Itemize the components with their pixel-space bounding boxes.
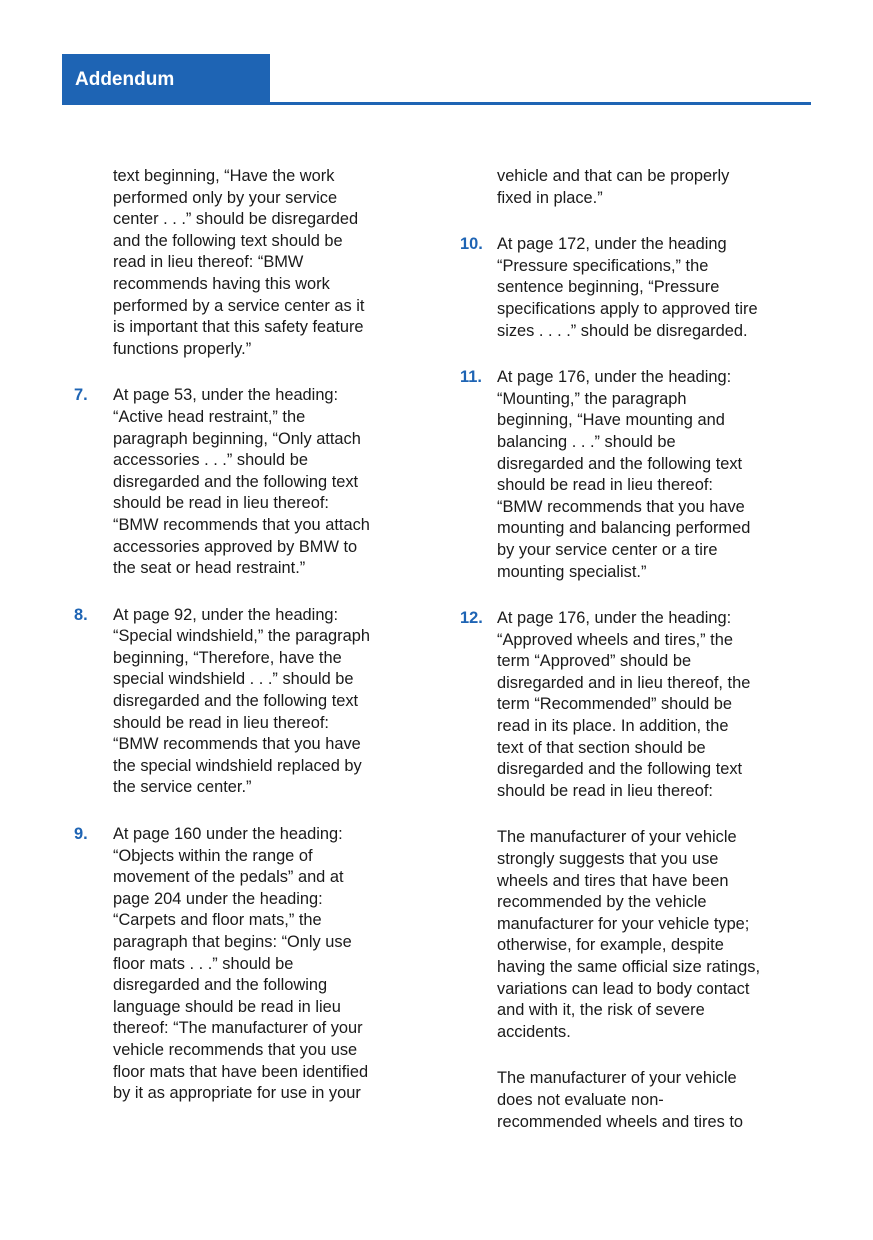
text-line: the seat or head restraint.” <box>113 559 306 578</box>
text-line: accidents. <box>497 1022 571 1041</box>
text-line: fixed in place.” <box>497 188 603 207</box>
item-number: 7. <box>74 386 88 405</box>
text-line: by it as appropriate for use in your <box>113 1084 361 1103</box>
item-number: 11. <box>460 368 482 387</box>
text-line: sentence beginning, “Pressure <box>497 278 720 297</box>
page-title: Addendum <box>75 69 175 90</box>
text-line: movement of the pedals” and at <box>113 868 344 887</box>
text-line: disregarded and the following <box>113 976 328 995</box>
addendum-item-10 <box>450 234 810 342</box>
addendum-item-12 <box>450 608 810 802</box>
text-line: beginning, “Therefore, have the <box>113 648 342 667</box>
text-line: specifications apply to approved tire <box>497 299 758 318</box>
text-line: floor mats . . .” should be <box>113 954 294 973</box>
text-line: The manufacturer of your vehicle <box>497 1069 737 1088</box>
text-line: accessories . . .” should be <box>113 451 308 470</box>
text-line: and the following text should be <box>113 231 343 250</box>
text-line: “Active head restraint,” the <box>113 407 306 426</box>
right-column <box>450 166 810 1158</box>
continuation-paragraph <box>450 1068 810 1133</box>
text-line: should be read in lieu thereof: <box>497 476 713 495</box>
text-line: otherwise, for example, despite <box>497 936 724 955</box>
text-line: floor mats that have been identified <box>113 1062 369 1081</box>
addendum-item-9 <box>62 824 412 1105</box>
left-column <box>62 166 412 1130</box>
text-line: At page 176, under the heading: <box>497 368 732 387</box>
text-line: disregarded and in lieu thereof, the <box>497 673 751 692</box>
continuation-paragraph <box>450 166 810 209</box>
text-line: recommended by the vehicle <box>497 893 707 912</box>
text-line: wheels and tires that have been <box>497 871 729 890</box>
item-number: 9. <box>74 825 88 844</box>
text-line: At page 176, under the heading: <box>497 609 732 628</box>
text-line: The manufacturer of your vehicle <box>497 828 737 847</box>
text-line: functions properly.” <box>113 339 252 358</box>
text-line: by your service center or a tire <box>497 540 718 559</box>
continuation-paragraph <box>450 827 810 1043</box>
text-line: text of that section should be <box>497 738 706 757</box>
text-line: text beginning, “Have the work <box>113 167 335 185</box>
text-line: variations can lead to body contact <box>497 979 750 998</box>
text-line: recommended wheels and tires to <box>497 1112 743 1131</box>
text-line: does not evaluate non- <box>497 1090 664 1109</box>
addendum-header-tab <box>62 54 270 105</box>
text-line: vehicle and that can be properly <box>497 167 730 185</box>
text-line: “Pressure specifications,” the <box>497 256 709 275</box>
text-line: sizes . . . .” should be disregarded. <box>497 321 748 340</box>
addendum-item-7 <box>62 385 412 579</box>
text-line: mounting and balancing performed <box>497 519 751 538</box>
text-line: accessories approved by BMW to <box>113 537 358 556</box>
text-line: read in lieu thereof: “BMW <box>113 253 304 272</box>
text-line: special windshield . . .” should be <box>113 670 354 689</box>
text-line: disregarded and the following text <box>113 472 359 491</box>
text-line: paragraph that begins: “Only use <box>113 933 352 951</box>
text-line: the service center.” <box>113 778 252 797</box>
text-line: the special windshield replaced by <box>113 756 362 775</box>
text-line: is important that this safety feature <box>113 318 364 337</box>
text-line: manufacturer for your vehicle type; <box>497 914 750 933</box>
text-line: paragraph beginning, “Only attach <box>113 429 361 448</box>
text-line: At page 160 under the heading: <box>113 825 343 844</box>
addendum-item-11 <box>450 367 810 583</box>
continuation-paragraph <box>62 166 412 360</box>
text-line: “BMW recommends that you have <box>113 735 361 754</box>
text-line: “Objects within the range of <box>113 846 313 865</box>
text-line: At page 92, under the heading: <box>113 605 339 624</box>
text-line: should be read in lieu thereof: <box>113 713 329 732</box>
text-line: beginning, “Have mounting and <box>497 411 725 430</box>
text-line: disregarded and the following text <box>113 692 359 711</box>
header-rule <box>270 102 811 105</box>
text-line: center . . .” should be disregarded <box>113 210 359 229</box>
text-line: “Approved wheels and tires,” the <box>497 630 733 649</box>
text-line: “BMW recommends that you have <box>497 497 745 516</box>
text-line: performed only by your service <box>113 188 338 207</box>
text-line: vehicle recommends that you use <box>113 1040 358 1059</box>
text-line: language should be read in lieu <box>113 997 341 1016</box>
text-line: thereof: “The manufacturer of your <box>113 1019 363 1038</box>
text-line: mounting specialist.” <box>497 562 647 581</box>
text-line: “Special windshield,” the paragraph <box>113 627 370 646</box>
text-line: term “Recommended” should be <box>497 695 733 714</box>
text-line: read in its place. In addition, the <box>497 717 729 736</box>
text-line: term “Approved” should be <box>497 652 692 671</box>
text-line: performed by a service center as it <box>113 296 365 315</box>
text-line: strongly suggests that you use <box>497 850 719 869</box>
text-line: page 204 under the heading: <box>113 889 323 908</box>
text-line: recommends having this work <box>113 274 330 293</box>
text-line: “Carpets and floor mats,” the <box>113 911 322 930</box>
item-number: 12. <box>460 609 483 628</box>
text-line: disregarded and the following text <box>497 760 743 779</box>
text-line: should be read in lieu thereof: <box>113 494 329 513</box>
text-line: balancing . . .” should be <box>497 432 676 451</box>
text-line: having the same official size ratings, <box>497 958 760 976</box>
text-line: disregarded and the following text <box>497 454 743 473</box>
item-number: 8. <box>74 605 88 624</box>
text-line: At page 172, under the heading <box>497 235 727 254</box>
text-line: and with it, the risk of severe <box>497 1001 705 1020</box>
text-line: “Mounting,” the paragraph <box>497 389 687 408</box>
addendum-item-8 <box>62 605 412 799</box>
item-number: 10. <box>460 235 483 254</box>
text-line: At page 53, under the heading: <box>113 386 339 405</box>
text-line: “BMW recommends that you attach <box>113 515 370 534</box>
text-line: should be read in lieu thereof: <box>497 781 713 800</box>
